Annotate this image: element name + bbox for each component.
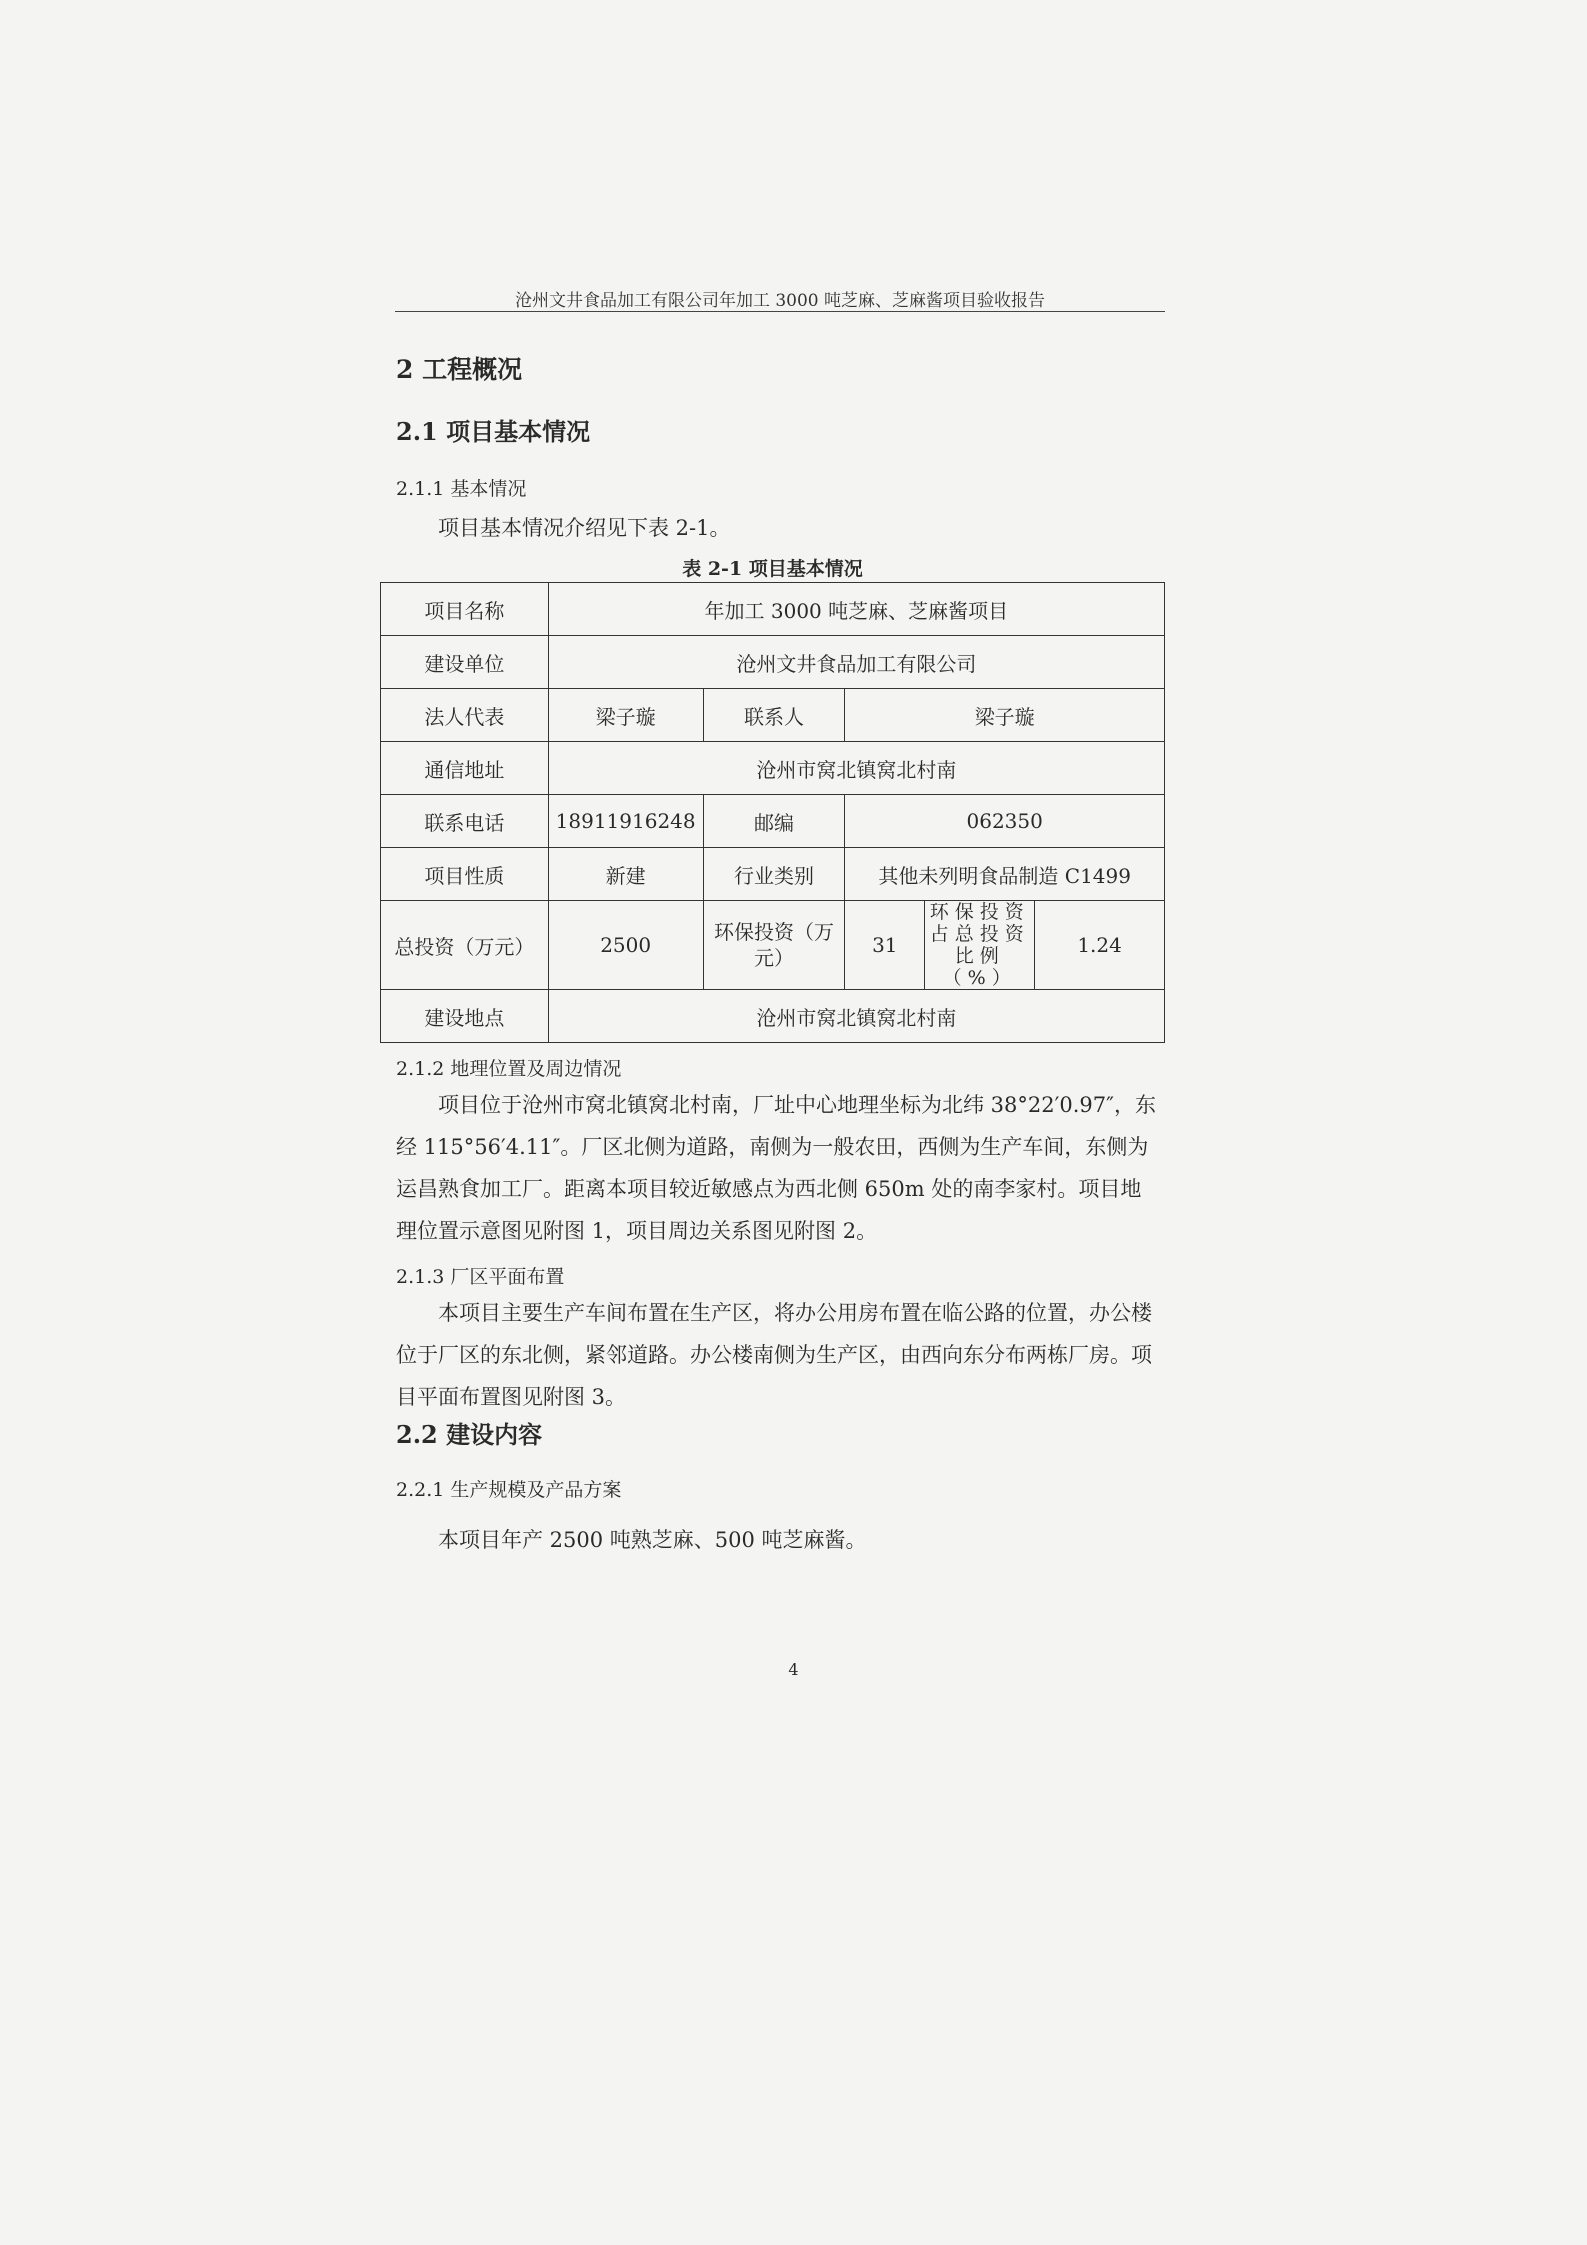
table-cell-value: 18911916248 [548,795,703,848]
table-row [381,901,1165,990]
table-cell-value: 2500 [548,901,703,990]
subsection-heading-2-1-3: 2.1.3 厂区平面布置 [396,1266,565,1288]
table-cell-label: 建设单位 [381,636,549,689]
table-cell-label: 建设地点 [381,990,549,1043]
table-cell-label: 行业类别 [703,848,845,901]
table-cell-value: 其他未列明食品制造 C1499 [845,848,1165,901]
table-cell-label: 环保投资（万元） [703,901,845,990]
table-row [381,636,1165,689]
table-cell-label: 通信地址 [381,742,549,795]
section-heading-2-2: 2.2 建设内容 [396,1420,543,1449]
table-row [381,795,1165,848]
table-row [381,848,1165,901]
subsection-heading-2-1-2: 2.1.2 地理位置及周边情况 [396,1058,622,1080]
table-row [381,990,1165,1043]
table-cell-label: 联系人 [703,689,845,742]
table-cell-value: 沧州文井食品加工有限公司 [548,636,1164,689]
table-cell-label: 法人代表 [381,689,549,742]
subsection-heading-2-1-1: 2.1.1 基本情况 [396,478,527,500]
section-heading-2-1: 2.1 项目基本情况 [396,417,591,446]
paragraph-2-2-1: 本项目年产 2500 吨熟芝麻、500 吨芝麻酱。 [438,1528,867,1552]
paragraph-2-1-2: 项目位于沧州市窝北镇窝北村南，厂址中心地理坐标为北纬 38°22′0.97″，东经 115°56′4.11″。厂区北侧为道路，南侧为一般农田，西侧为生产车间，东侧为运昌熟食加工厂。距离本项目较近敏感点为西北侧 650m 处的南李家村。项目地理位置示意图见附图 1，项目周边关系图见附图 2。 [396,1093,1156,1243]
paragraph-2-1-1: 项目基本情况介绍见下表 2-1。 [438,516,731,540]
header-rule [395,311,1165,312]
table-row [381,742,1165,795]
table-cell-value: 31 [845,901,925,990]
table-cell-value: 1.24 [1035,901,1165,990]
table-cell-value: 梁子璇 [548,689,703,742]
table-cell-label: 项目性质 [381,848,549,901]
project-info-table [380,582,1165,1043]
table-cell-value: 沧州市窝北镇窝北村南 [548,742,1164,795]
table-row [381,583,1165,636]
table-cell-label: 项目名称 [381,583,549,636]
table-cell-value: 062350 [845,795,1165,848]
paragraph-2-1-3: 本项目主要生产车间布置在生产区，将办公用房布置在临公路的位置，办公楼位于厂区的东北侧，紧邻道路。办公楼南侧为生产区，由西向东分布两栋厂房。项目平面布置图见附图 3。 [396,1301,1152,1409]
table-cell-label: 总投资（万元） [381,901,549,990]
table-caption: 表 2-1 项目基本情况 [682,558,863,580]
table-row [381,689,1165,742]
table-cell-value: 梁子璇 [845,689,1165,742]
table-cell-label: 邮编 [703,795,845,848]
page-number: 4 [788,1660,799,1679]
running-header: 沧州文井食品加工有限公司年加工 3000 吨芝麻、芝麻酱项目验收报告 [514,291,1046,311]
table-cell-value: 新建 [548,848,703,901]
table-cell-value: 沧州市窝北镇窝北村南 [548,990,1164,1043]
subsection-heading-2-2-1: 2.2.1 生产规模及产品方案 [396,1479,622,1501]
chapter-heading: 2 工程概况 [396,355,523,384]
table-cell-value: 年加工 3000 吨芝麻、芝麻酱项目 [548,583,1164,636]
table-cell-label: 环保投资占总投资比例（%） [925,901,1035,990]
table-cell-label: 联系电话 [381,795,549,848]
